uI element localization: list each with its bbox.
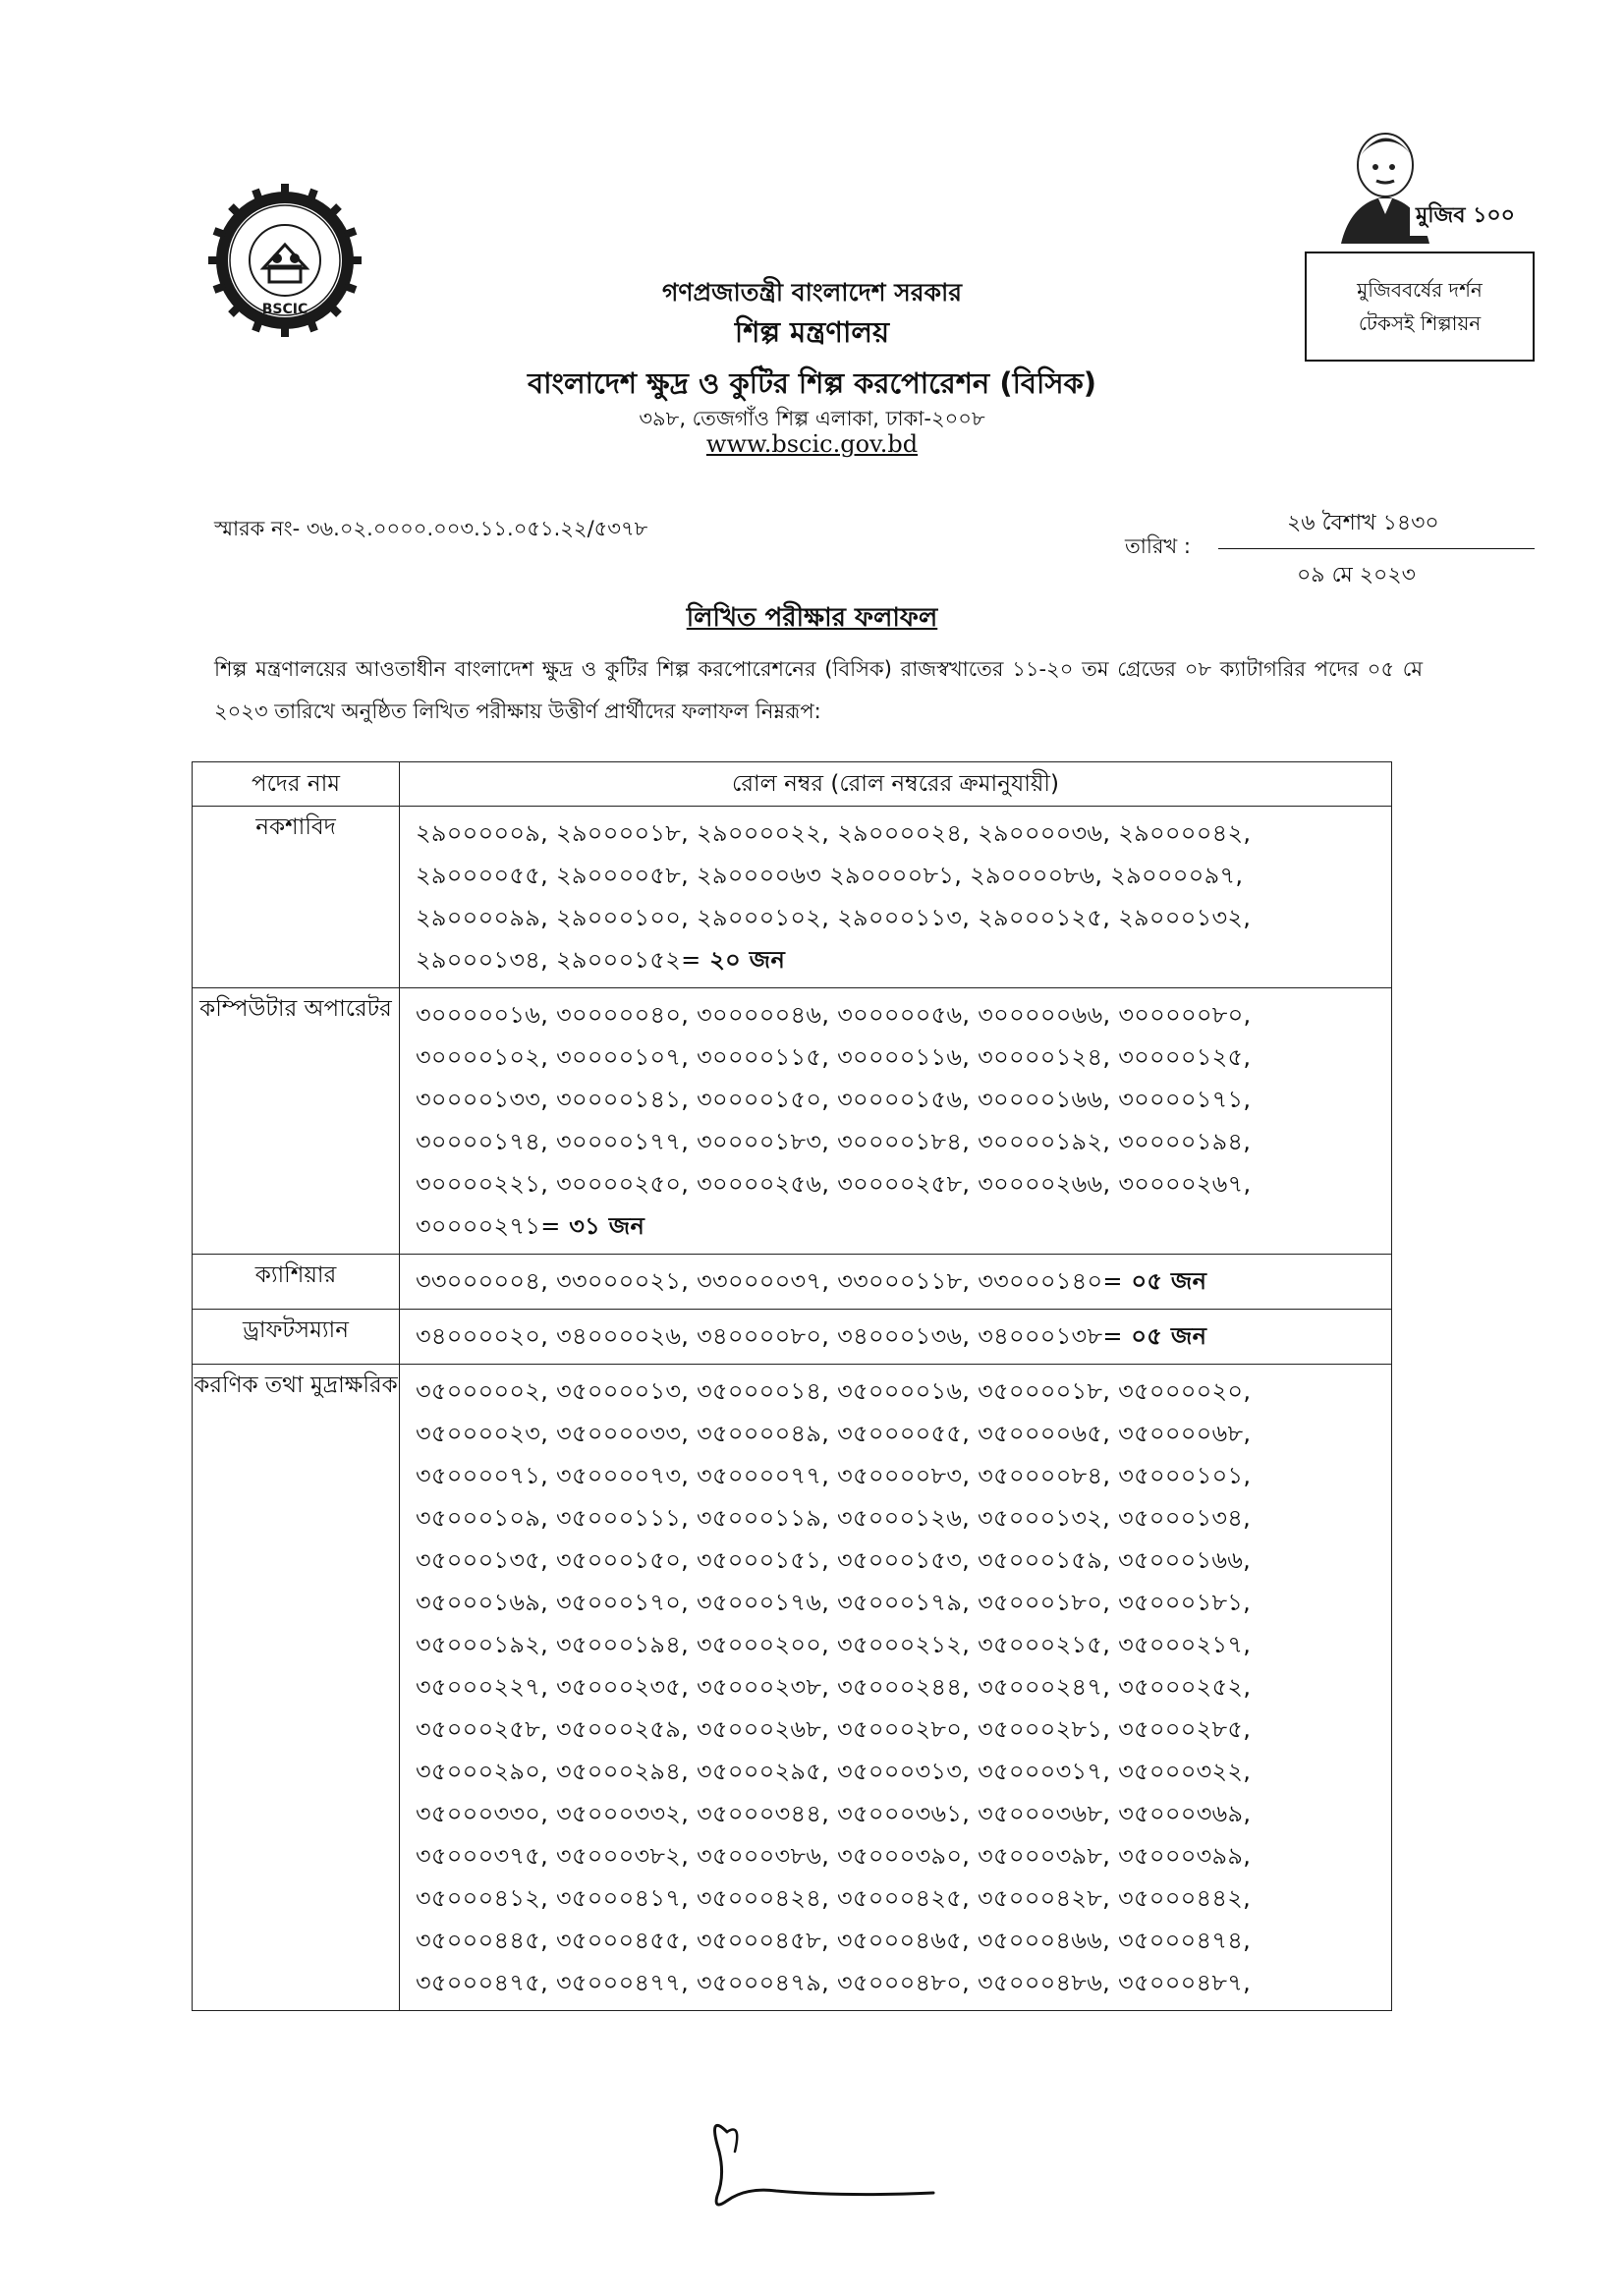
roll-numbers bbox=[400, 1310, 1392, 1365]
post-name: কম্পিউটার অপারেটর bbox=[193, 988, 400, 1255]
website-link[interactable]: www.bscic.gov.bd bbox=[705, 430, 919, 458]
roll-numbers bbox=[400, 807, 1392, 988]
badge-text: মুজিব ১০০ bbox=[1416, 203, 1515, 228]
roll-list: ৩৪০০০০২০, ৩৪০০০০২৬, ৩৪০০০০৮০, ৩৪০০০১৩৬, ৩৪০০০১৩৮= bbox=[416, 1322, 1123, 1350]
mujib-100-badge bbox=[1331, 116, 1515, 244]
office-address: ৩৯৮, তেজগাঁও শিল্প এলাকা, ঢাকা-২০০৮ bbox=[639, 407, 985, 430]
column-header-roll: রোল নম্বর (রোল নম্বরের ক্রমানুযায়ী) bbox=[400, 762, 1392, 807]
table-row bbox=[193, 1255, 1392, 1310]
table-row bbox=[193, 988, 1392, 1255]
date-divider bbox=[1218, 548, 1535, 549]
document-title-text: লিখিত পরীক্ষার ফলাফল bbox=[686, 603, 938, 633]
corporation-name: বাংলাদেশ ক্ষুদ্র ও কুটির শিল্প করপোরেশন (বিসিক) bbox=[527, 366, 1097, 400]
result-table bbox=[192, 761, 1392, 2011]
table-row bbox=[193, 807, 1392, 988]
table-row bbox=[193, 1365, 1392, 2011]
post-name: নকশাবিদ bbox=[193, 807, 400, 988]
roll-list: ৩৫০০০০০২, ৩৫০০০০১৩, ৩৫০০০০১৪, ৩৫০০০০১৬, ৩৫০০০০১৮, ৩৫০০০০২০, ৩৫০০০০২৩, ৩৫০০০০৩৩, ৩৫০০০০৪৯, ৩৫০০০০৫৫, ৩৫০০০০৬৫, ৩৫০০০০৬৮, ৩৫০০০০৭১, ৩৫০০০০৭৩, ৩৫০০০০৭৭, ৩৫০০০০৮৩, ৩৫০০০০৮৪, ৩৫০০০১০১, ৩৫০০০১০৯, ৩৫০০০১১১, ৩৫০০০১১৯, ৩৫০০০১২৬, ৩৫০০০১৩২, ৩৫০০০১৩৪, ৩৫০০০১৩৫, ৩৫০০০১৫০, ৩৫০০০১৫১, ৩৫০০০১৫৩, ৩৫০০০১৫৯, ৩৫০০০১৬৬, ৩৫০০০১৬৯, ৩৫০০০১৭০, ৩৫০০০১৭৬, ৩৫০০০১৭৯, ৩৫০০০১৮০, ৩৫০০০১৮১, ৩৫০০০১৯২, ৩৫০০০১৯৪, ৩৫০০০২০০, ৩৫০০০২১২, ৩৫০০০২১৫, ৩৫০০০২১৭, ৩৫০০০২২৭, ৩৫০০০২৩৫, ৩৫০০০২৩৮, ৩৫০০০২৪৪, ৩৫০০০২৪৭, ৩৫০০০২৫২, ৩৫০০০২৫৮, ৩৫০০০২৫৯, ৩৫০০০২৬৮, ৩৫০০০২৮০, ৩৫০০০২৮১, ৩৫০০০২৮৫, ৩৫০০০২৯০, ৩৫০০০২৯৪, ৩৫০০০২৯৫, ৩৫০০০৩১৩, ৩৫০০০৩১৭, ৩৫০০০৩২২, ৩৫০০০৩৩০, ৩৫০০০৩৩২, ৩৫০০০৩৪৪, ৩৫০০০৩৬১, ৩৫০০০৩৬৮, ৩৫০০০৩৬৯, ৩৫০০০৩৭৫, ৩৫০০০৩৮২, ৩৫০০০৩৮৬, ৩৫০০০৩৯০, ৩৫০০০৩৯৮, ৩৫০০০৩৯৯, ৩৫০০০৪১২, ৩৫০০০৪১৭, ৩৫০০০৪২৪, ৩৫০০০৪২৫, ৩৫০০০৪২৮, ৩৫০০০৪৪২, ৩৫০০০৪৪৫, ৩৫০০০৪৫৫, ৩৫০০০৪৫৮, ৩৫০০০৪৬৫, ৩৫০০০৪৬৬, ৩৫০০০৪৭৪, ৩৫০০০৪৭৫, ৩৫০০০৪৭৭, ৩৫০০০৪৭৯, ৩৫০০০৪৮০, ৩৫০০০৪৮৬, ৩৫০০০৪৮৭, bbox=[416, 1377, 1252, 1996]
post-name: ক্যাশিয়ার bbox=[193, 1255, 400, 1310]
post-name: করণিক তথা মুদ্রাক্ষরিক bbox=[193, 1365, 400, 2011]
signature bbox=[688, 2102, 982, 2220]
roll-list: ৩৩০০০০০৪, ৩৩০০০০২১, ৩৩০০০০৩৭, ৩৩০০০১১৮, ৩৩০০০১৪০= bbox=[416, 1267, 1123, 1295]
government-name: গণপ্রজাতন্ত্রী বাংলাদেশ সরকার bbox=[662, 278, 962, 307]
roll-total: ০৫ জন bbox=[1122, 1322, 1207, 1350]
roll-list: ২৯০০০০০৯, ২৯০০০০১৮, ২৯০০০০২২, ২৯০০০০২৪, ২৯০০০০৩৬, ২৯০০০০৪২, ২৯০০০০৫৫, ২৯০০০০৫৮, ২৯০০০০৬৩ ২৯০০০০৮১, ২৯০০০০৮৬, ২৯০০০০৯৭, ২৯০০০০৯৯, ২৯০০০১০০, ২৯০০০১০২, ২৯০০০১১৩, ২৯০০০১২৫, ২৯০০০১৩২, ২৯০০০১৩৪, ২৯০০০১৫২= bbox=[416, 819, 1252, 974]
post-name: ড্রাফটসম্যান bbox=[193, 1310, 400, 1365]
date-label: তারিখ : bbox=[1125, 534, 1191, 558]
ministry-name: শিল্প মন্ত্রণালয় bbox=[734, 315, 890, 349]
table-row bbox=[193, 1310, 1392, 1365]
column-header-post: পদের নাম bbox=[193, 762, 400, 807]
roll-numbers bbox=[400, 988, 1392, 1255]
roll-list: ৩০০০০০১৬, ৩০০০০০৪০, ৩০০০০০৪৬, ৩০০০০০৫৬, ৩০০০০০৬৬, ৩০০০০০৮০, ৩০০০০১০২, ৩০০০০১০৭, ৩০০০০১১৫, ৩০০০০১১৬, ৩০০০০১২৪, ৩০০০০১২৫, ৩০০০০১৩৩, ৩০০০০১৪১, ৩০০০০১৫০, ৩০০০০১৫৬, ৩০০০০১৬৬, ৩০০০০১৭১, ৩০০০০১৭৪, ৩০০০০১৭৭, ৩০০০০১৮৩, ৩০০০০১৮৪, ৩০০০০১৯২, ৩০০০০১৯৪, ৩০০০০২২১, ৩০০০০২৫০, ৩০০০০২৫৬, ৩০০০০২৫৮, ৩০০০০২৬৬, ৩০০০০২৬৭, ৩০০০০২৭১= bbox=[416, 1001, 1252, 1240]
intro-paragraph: শিল্প মন্ত্রণালয়ের আওতাধীন বাংলাদেশ ক্ষুদ্র ও কুটির শিল্প করপোরেশনের (বিসিক) রাজস্বখাতের ১১-২০ তম গ্রেডের ০৮ ক্যাটাগরির পদের ০৫ মে ২০২৩ তারিখে অনুষ্ঠিত লিখিত পরীক্ষায় উত্তীর্ণ প্রার্থীদের ফলাফল নিম্নরূপ: bbox=[214, 657, 1423, 723]
roll-numbers bbox=[400, 1365, 1392, 2011]
roll-numbers bbox=[400, 1255, 1392, 1310]
table-header-row bbox=[193, 762, 1392, 807]
date-english: ০৯ মে ২০২৩ bbox=[1297, 563, 1416, 588]
slogan-line-1: মুজিববর্ষের দর্শন bbox=[1357, 278, 1483, 302]
roll-total: ০৫ জন bbox=[1122, 1267, 1207, 1295]
document-title bbox=[0, 597, 1624, 641]
slogan-line-2: টেকসই শিল্পায়ন bbox=[1358, 311, 1482, 335]
roll-total: ২০ জন bbox=[700, 946, 786, 974]
memo-number: স্মারক নং- ৩৬.০২.০০০০.০০৩.১১.০৫১.২২/৫৩৭৮ bbox=[214, 517, 648, 540]
date-bangla: ২৬ বৈশাখ ১৪৩০ bbox=[1287, 511, 1439, 535]
roll-total: ৩১ জন bbox=[560, 1212, 645, 1240]
logo-text: BSCIC bbox=[261, 302, 308, 317]
